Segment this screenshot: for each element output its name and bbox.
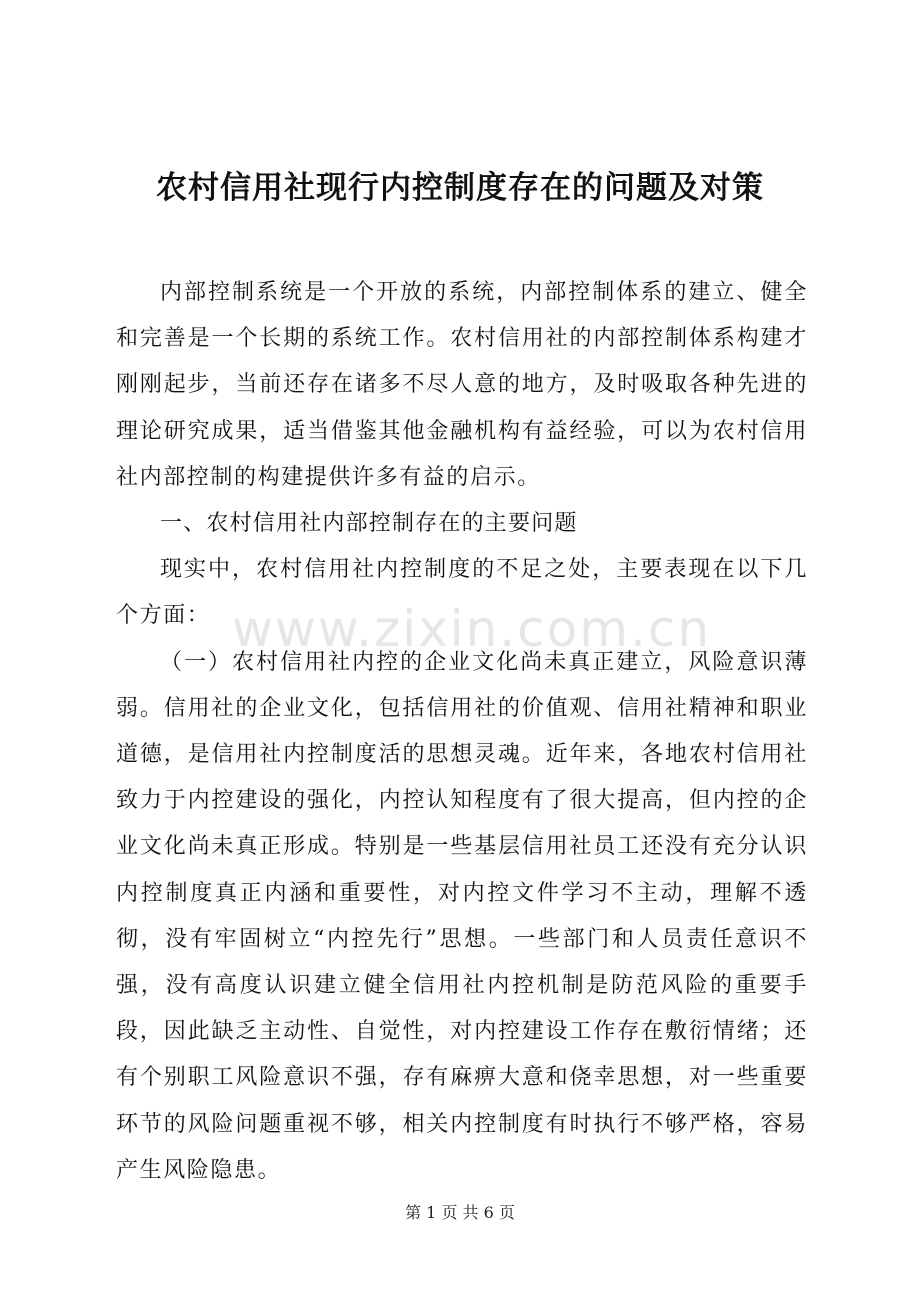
paragraph-intro: 内部控制系统是一个开放的系统，内部控制体系的建立、健全和完善是一个长期的系统工作。农村信用社的内部控制体系构建才刚刚起步，当前还存在诸多不尽人意的地方，及时吸取各种先进的理论研究成果，适当借鉴其他金融机构有益经验，可以为农村信用社内部控制的构建提供许多有益的启示。 xyxy=(116,280,808,490)
paragraph-subsection-1: （一）农村信用社内控的企业文化尚未真正建立，风险意识薄弱。信用社的企业文化，包括信用社的价值观、信用社精神和职业道德，是信用社内控制度活的思想灵魂。近年来，各地农村信用社致力于内控建设的强化，内控认知程度有了很大提高，但内控的企业文化尚未真正形成。特别是一些基层信用社员工还没有充分认识内控制度真正内涵和重要性，对内控文件学习不主动，理解不透彻，没有牢固树立“内控先行”思想。一些部门和人员责任意识不强，没有高度认识建立健全信用社内控机制是防范风险的重要手段，因此缺乏主动性、自觉性，对内控建设工作存在敷衍情绪；还有个别职工风险意识不强，存有麻痹大意和侥幸思想，对一些重要环节的风险问题重视不够，相关内控制度有时执行不够严格，容易产生风险隐患。 xyxy=(116,649,808,1183)
page-number-footer: 第 1 页 共 6 页 xyxy=(405,1203,515,1222)
paragraph-overview: 现实中，农村信用社内控制度的不足之处，主要表现在以下几个方面： xyxy=(116,557,808,629)
watermark: www.zixin.com.cn xyxy=(232,600,712,658)
document-body xyxy=(116,270,808,1194)
document-title: 农村信用社现行内控制度存在的问题及对策 xyxy=(156,170,764,206)
section-heading-1: 一、农村信用社内部控制存在的主要问题 xyxy=(160,511,578,537)
